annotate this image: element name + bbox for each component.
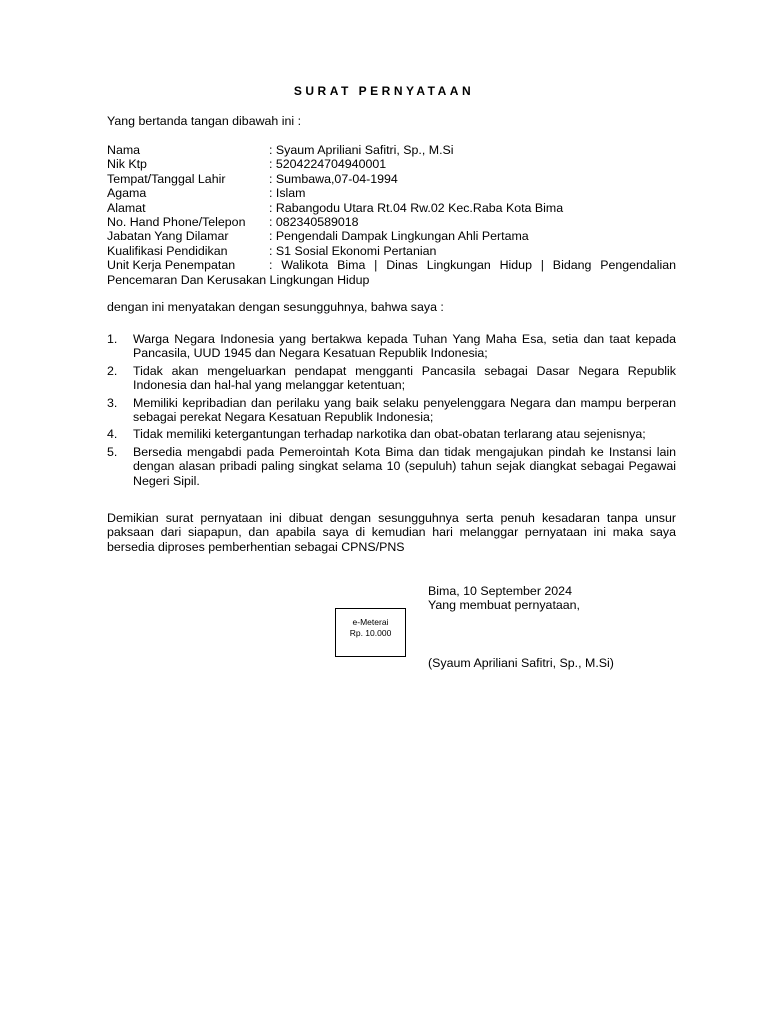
list-item: [107, 332, 676, 361]
list-text: Warga Negara Indonesia yang bertakwa kepada Tuhan Yang Maha Esa, setia dan taat kepada Pancasila, UUD 1945 dan Negara Kesatuan Republik Indonesia;: [133, 332, 676, 361]
field-value: : 5204224704940001: [269, 157, 387, 172]
field-value-continued: Pencemaran Dan Kerusakan Lingkungan Hidup: [107, 272, 370, 287]
list-item: [107, 364, 676, 393]
field-value: : 082340589018: [269, 214, 359, 229]
signer-caption: Yang membuat pernyataan,: [428, 598, 580, 613]
field-row-alamat: [107, 201, 676, 215]
closing-paragraph: Demikian surat pernyataan ini dibuat dengan sesungguhnya serta penuh kesadaran tanpa unsur paksaan dari siapapun, dan apabila saya di kemudian hari melanggar pernyataan ini maka saya bersedia diproses pemberhentian sebagai CPNS/PNS: [107, 511, 676, 554]
meterai-label: e-Meterai: [352, 617, 389, 627]
field-value: : Sumbawa,07-04-1994: [269, 171, 398, 186]
declaration-text: dengan ini menyatakan dengan sesungguhnya, bahwa saya :: [107, 300, 444, 314]
field-row-phone: [107, 215, 676, 229]
list-number: 2.: [107, 363, 118, 378]
field-row-pendidikan: [107, 244, 676, 258]
field-value: : Islam: [269, 186, 306, 201]
field-row-jabatan: [107, 229, 676, 243]
intro-text: Yang bertanda tangan dibawah ini :: [107, 114, 302, 128]
list-number: 4.: [107, 427, 118, 442]
signature-block: [428, 584, 580, 613]
list-text: Memiliki kepribadian dan perilaku yang baik selaku penyelenggara Negara dan mampu berperan sebagai perekat Negara Kesatuan Republik Indonesia;: [133, 395, 676, 425]
field-label: Nama: [107, 143, 141, 157]
statement-list: [107, 332, 676, 488]
field-value: : Rabangodu Utara Rt.04 Rw.02 Kec.Raba Kota Bima: [269, 200, 564, 215]
field-label: Kualifikasi Pendidikan: [107, 243, 228, 258]
list-text: Tidak akan mengeluarkan pendapat mengganti Pancasila sebagai Dasar Negara Republik Indonesia dan hal-hal yang melanggar ketentuan;: [133, 363, 676, 393]
field-label: Unit Kerja Penempatan: [107, 258, 236, 273]
field-label: Jabatan Yang Dilamar: [107, 229, 229, 244]
document-title: SURAT PERNYATAAN: [293, 84, 475, 98]
field-row-agama: [107, 186, 676, 200]
field-row-birth: [107, 172, 676, 186]
field-label: No. Hand Phone/Telepon: [107, 214, 246, 229]
list-text: Tidak memiliki ketergantungan terhadap narkotika dan obat-obatan terlarang atau sejenisnya;: [133, 427, 646, 442]
list-item: [107, 396, 676, 425]
list-item: [107, 427, 676, 441]
list-number: 3.: [107, 395, 118, 410]
field-row-nik: [107, 157, 676, 171]
field-row-nama: [107, 143, 676, 157]
field-label: Agama: [107, 186, 147, 201]
field-value: : Pengendali Dampak Lingkungan Ahli Pertama: [269, 229, 529, 244]
e-meterai-stamp: [335, 608, 406, 657]
identity-fields: [107, 143, 676, 287]
list-number: 5.: [107, 444, 118, 459]
field-row-unit-kerja: [107, 258, 676, 287]
list-number: 1.: [107, 332, 118, 346]
signer-name: (Syaum Apriliani Safitri, Sp., M.Si): [428, 656, 614, 670]
field-label: Alamat: [107, 200, 146, 215]
field-label: Nik Ktp: [107, 157, 147, 172]
list-item: [107, 445, 676, 488]
field-value: : S1 Sosial Ekonomi Pertanian: [269, 243, 437, 258]
place-date: Bima, 10 September 2024: [428, 584, 572, 598]
list-text: Bersedia mengabdi pada Pemerointah Kota Bima dan tidak mengajukan pindah ke Instansi lain dengan alasan pribadi paling singkat selama 10 (sepuluh) tahun sejak diangkat sebagai Pegawai Negeri Sipil.: [133, 444, 676, 488]
field-value: : Syaum Apriliani Safitri, Sp., M.Si: [269, 143, 454, 157]
meterai-value: Rp. 10.000: [349, 628, 392, 638]
field-label: Tempat/Tanggal Lahir: [107, 171, 226, 186]
field-value: : Walikota Bima | Dinas Lingkungan Hidup | Bidang Pengendalian: [269, 258, 676, 273]
